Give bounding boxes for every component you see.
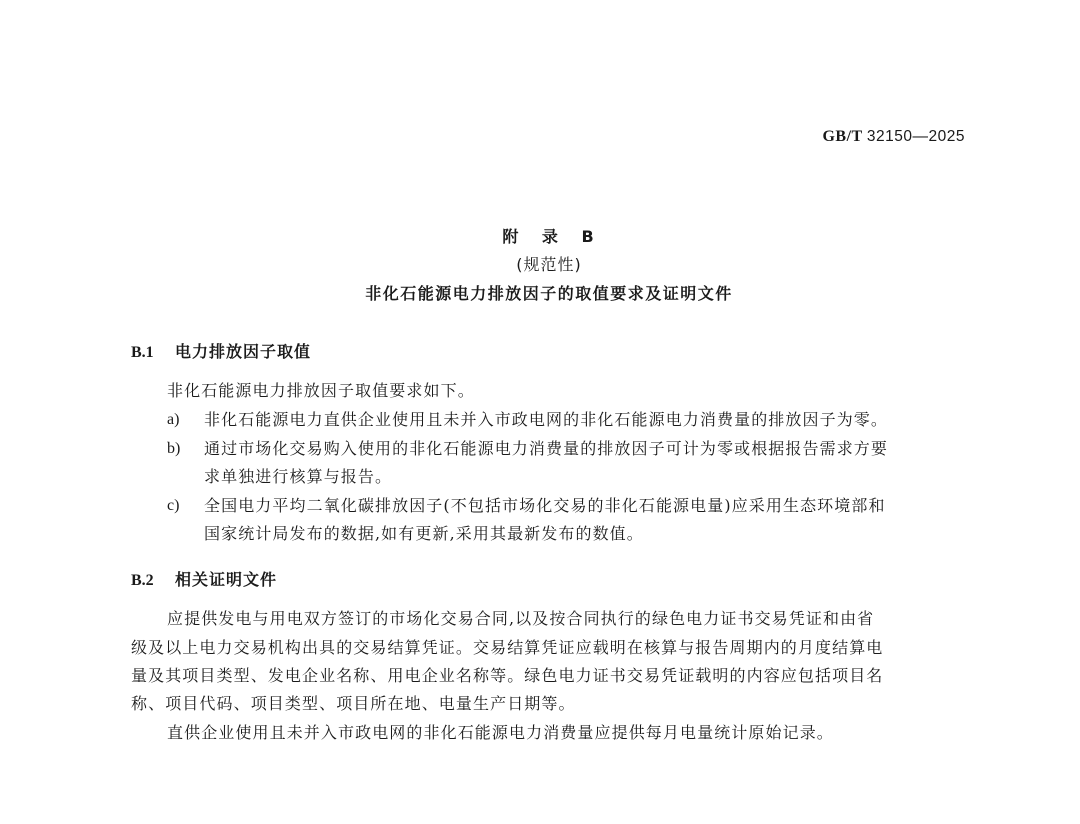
- list-item-c-line: 国家统计局发布的数据,如有更新,采用其最新发布的数值。: [204, 524, 644, 543]
- section-number: B.2: [131, 572, 154, 589]
- standard-prefix: GB/T: [822, 128, 863, 145]
- b2-paragraph-line: 称、项目代码、项目类型、项目所在地、电量生产日期等。: [131, 694, 576, 713]
- b1-intro: 非化石能源电力排放因子取值要求如下。: [167, 381, 475, 400]
- list-item-c-line: 全国电力平均二氧化碳排放因子(不包括市场化交易的非化石能源电量)应采用生态环境部和: [204, 496, 886, 515]
- list-item-b-line: 通过市场化交易购入使用的非化石能源电力消费量的排放因子可计为零或根据报告需求方要: [204, 439, 889, 458]
- section-heading-b2: [131, 567, 277, 590]
- list-marker-a: a): [167, 411, 180, 428]
- section-title: 电力排放因子取值: [175, 342, 312, 361]
- section-number: B.1: [131, 344, 154, 361]
- list-item-a-line: 非化石能源电力直供企业使用且未并入市政电网的非化石能源电力消费量的排放因子为零。: [204, 410, 889, 429]
- appendix-title: 附 录 B: [502, 227, 596, 246]
- appendix-subtitle: 非化石能源电力排放因子的取值要求及证明文件: [365, 284, 733, 303]
- list-marker-c: c): [167, 497, 180, 514]
- section-title: 相关证明文件: [175, 570, 278, 589]
- standard-code: [822, 128, 965, 146]
- b2-paragraph-2: 直供企业使用且未并入市政电网的非化石能源电力消费量应提供每月电量统计原始记录。: [167, 723, 834, 742]
- list-marker-b: b): [167, 440, 181, 457]
- section-heading-b1: [131, 339, 311, 362]
- appendix-type: (规范性): [516, 255, 582, 274]
- list-item-b-line: 求单独进行核算与报告。: [204, 467, 393, 486]
- b2-paragraph-line: 应提供发电与用电双方签订的市场化交易合同,以及按合同执行的绿色电力证书交易凭证和由省: [167, 609, 875, 628]
- b2-paragraph-line: 量及其项目类型、发电企业名称、用电企业名称等。绿色电力证书交易凭证载明的内容应包括项目名: [131, 666, 884, 685]
- b2-paragraph-line: 级及以上电力交易机构出具的交易结算凭证。交易结算凭证应载明在核算与报告周期内的月度结算电: [131, 638, 884, 657]
- standard-number: 32150—2025: [866, 128, 965, 145]
